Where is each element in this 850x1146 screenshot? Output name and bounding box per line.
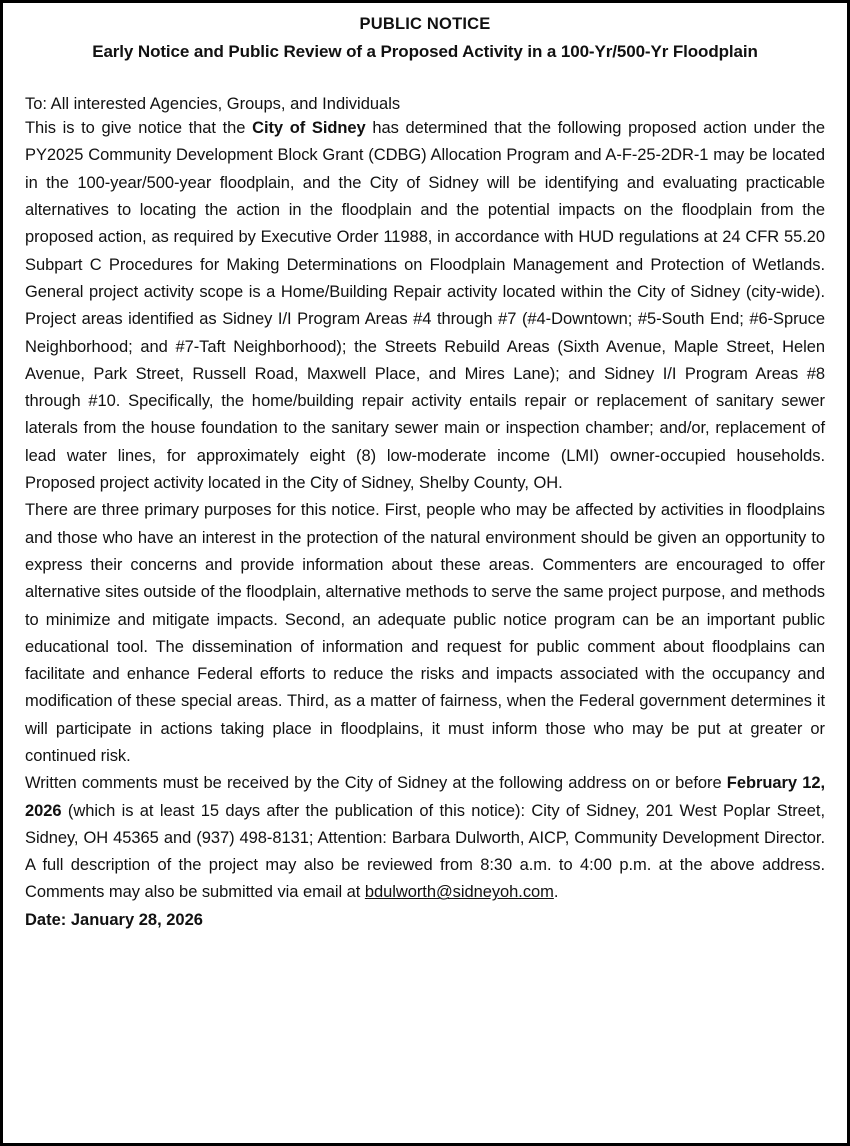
notice-paragraph-3 xyxy=(25,770,825,906)
contact-email-link[interactable]: bdulworth@sidneyoh.com xyxy=(364,883,554,902)
paragraph-3-body-text: (which is at least 15 days after the publication of this notice): City of Sidney, 201 West Poplar Street, Sidney, OH 45365 and (937) 498-8131; Attention: Barbara Dulworth, AICP, Community Development Director. A full description of the project may also be reviewed from 8:30 a.m. to 4:00 p.m. at the above address. Comments may also be submitted via email at xyxy=(25,801,825,902)
city-of-sidney-emphasis: City of Sidney xyxy=(252,119,366,138)
paragraph-3-trailing-period: . xyxy=(553,883,559,902)
notice-date-line: Date: January 28, 2026 xyxy=(25,910,203,929)
notice-paragraph-2: There are three primary purposes for this notice. First, people who may be affected by activities in floodplains and those who have an interest in the protection of the natural environment should be given an opportunity to express their concerns and provide information about these areas. Commenters are encouraged to offer alternative sites outside of the floodplain, alternative methods to serve the same project purpose, and methods to minimize and mitigate impacts. Second, an adequate public notice program can be an important public educational tool. The dissemination of information and request for public comment about floodplains can facilitate and enhance Federal efforts to reduce the risks and impacts associated with the occupancy and modification of these special areas. Third, as a matter of fairness, when the Federal government determines it will participate in actions taking place in floodplains, it must inform those who may be put at greater or continued risk. xyxy=(25,501,825,765)
notice-paragraph-1 xyxy=(25,115,825,497)
paragraph-3-lead-text: Written comments must be received by the City of Sidney at the following address on or before xyxy=(25,774,727,793)
document-content xyxy=(3,3,847,933)
comment-deadline-date: February 12, 2026 xyxy=(25,774,826,820)
document-subtitle: Early Notice and Public Review of a Proposed Activity in a 100-Yr/500-Yr Floodplain xyxy=(92,41,758,61)
paragraph-1-lead-text: This is to give notice that the xyxy=(25,119,253,138)
addressed-to-line: To: All interested Agencies, Groups, and Individuals xyxy=(25,94,401,113)
paragraph-1-body-text: has determined that the following proposed action under the PY2025 Community Development Block Grant (CDBG) Allocation Program and A-F-25-2DR-1 may be located in the 100-year/500-year floodplain, and the City of Sidney will be identifying and evaluating practicable alternatives to locating the action in the floodplain and the potential impacts on the floodplain from the proposed action, as required by Executive Order 11988, in accordance with HUD regulations at 24 CFR 55.20 Subpart C Procedures for Making Determinations on Floodplain Management and Protection of Wetlands. General project activity scope is a Home/Building Repair activity located within the City of Sidney (city-wide). Project areas identified as Sidney I/I Program Areas #4 through #7 (#4-Downtown; #5-South End; #6-Spruce Neighborhood; and #7-Taft Neighborhood); the Streets Rebuild Areas (Sixth Avenue, Maple Street, Helen Avenue, Park Street, Russell Road, Maxwell Place, and Mires Lane); and Sidney I/I Program Areas #8 through #10. Specifically, the home/building repair activity entails repair or replacement of sanitary sewer laterals from the house foundation to the sanitary sewer main or inspection chamber; and/or, replacement of lead water lines, for approximately eight (8) low-moderate income (LMI) owner-occupied households. Proposed project activity located in the City of Sidney, Shelby County, OH. xyxy=(25,119,825,493)
page-title: PUBLIC NOTICE xyxy=(359,15,491,33)
